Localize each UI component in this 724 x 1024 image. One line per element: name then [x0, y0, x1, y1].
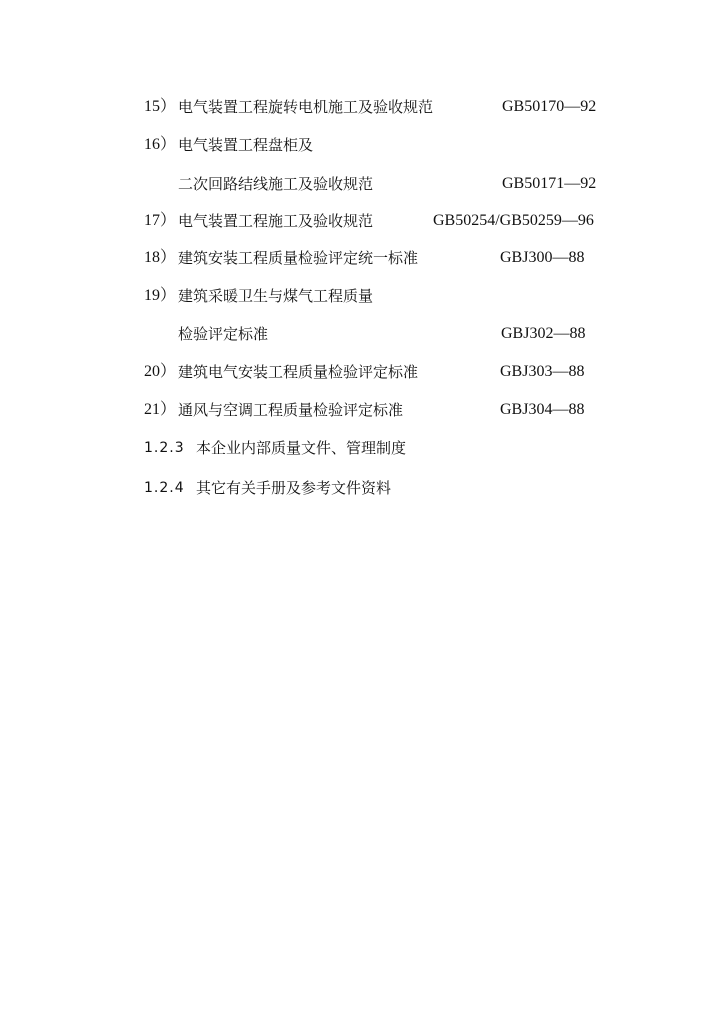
standard-item-18 — [0, 246, 724, 270]
item-title: 建筑安装工程质量检验评定统一标准 — [178, 249, 419, 267]
standard-item-19 — [0, 284, 724, 308]
standard-item-15 — [0, 95, 724, 119]
item-code: GBJ300—88 — [500, 249, 585, 266]
section-heading-1-2-4 — [0, 476, 724, 500]
item-number: 19） — [144, 287, 177, 304]
item-code: GBJ303—88 — [500, 363, 585, 380]
standard-item-16 — [0, 133, 724, 157]
item-number: 17） — [144, 212, 177, 229]
item-title: 通风与空调工程质量检验评定标准 — [178, 401, 404, 419]
item-number: 15） — [144, 98, 177, 115]
standard-item-19-continuation — [0, 322, 724, 346]
standard-item-21 — [0, 398, 724, 422]
section-number: 1.2.3 — [144, 440, 185, 456]
item-code: GB50171—92 — [502, 175, 597, 192]
item-number: 20） — [144, 363, 177, 380]
standard-item-17 — [0, 209, 724, 233]
section-title: 本企业内部质量文件、管理制度 — [196, 439, 407, 457]
item-title: 电气装置工程盘柜及 — [178, 136, 314, 154]
item-title: 建筑采暖卫生与煤气工程质量 — [178, 287, 374, 305]
item-title: 电气装置工程施工及验收规范 — [178, 212, 374, 230]
item-title: 建筑电气安装工程质量检验评定标准 — [178, 363, 419, 381]
item-code: GB50254/GB50259—96 — [433, 212, 594, 229]
standard-item-16-continuation — [0, 172, 724, 196]
item-number: 18） — [144, 249, 177, 266]
item-code: GB50170—92 — [502, 98, 597, 115]
item-title: 二次回路结线施工及验收规范 — [178, 175, 374, 193]
item-number: 16） — [144, 136, 177, 153]
item-code: GBJ304—88 — [500, 401, 585, 418]
section-title: 其它有关手册及参考文件资料 — [196, 479, 392, 497]
item-code: GBJ302—88 — [501, 325, 586, 342]
standard-item-20 — [0, 360, 724, 384]
section-number: 1.2.4 — [144, 480, 185, 496]
item-number: 21） — [144, 401, 177, 418]
item-title: 检验评定标准 — [178, 325, 269, 343]
item-title: 电气装置工程旋转电机施工及验收规范 — [178, 98, 434, 116]
section-heading-1-2-3 — [0, 436, 724, 460]
